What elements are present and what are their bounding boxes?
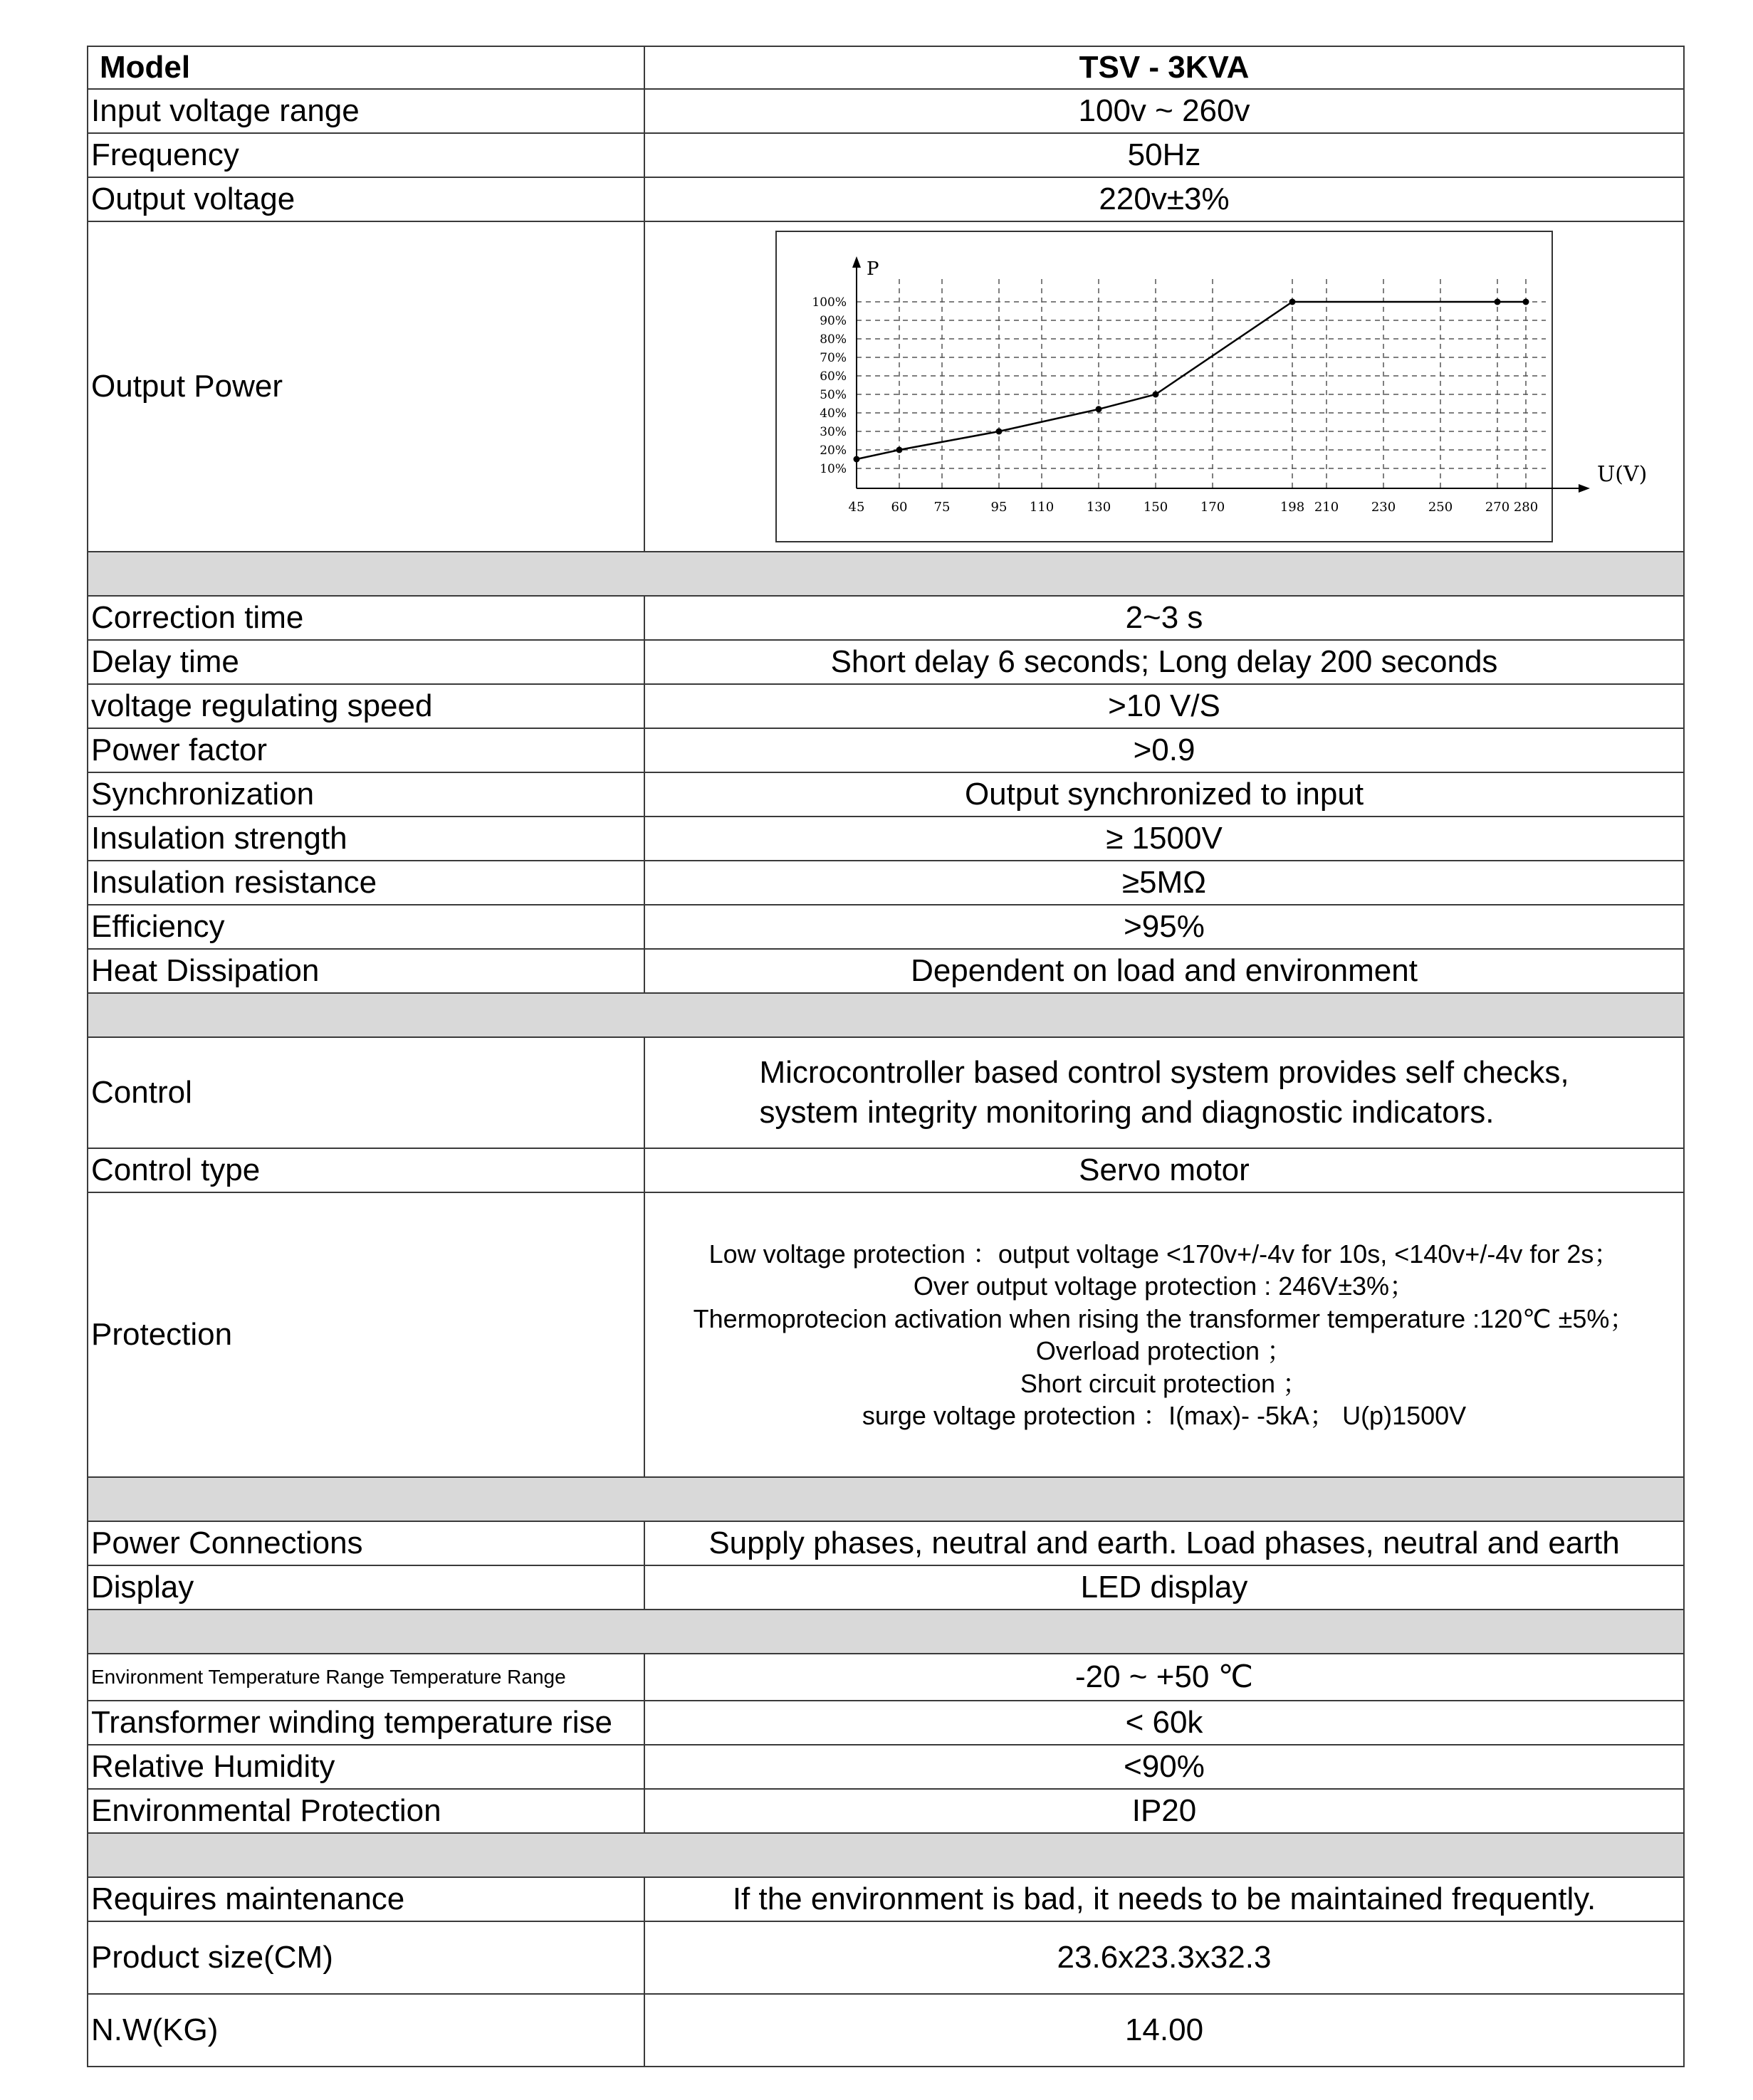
spec-value: IP20 xyxy=(644,1789,1684,1833)
chart-svg xyxy=(777,232,1648,541)
spec-value: 2~3 s xyxy=(644,596,1684,640)
protection-line: surge voltage protection ：I(max)- -5kA； U(p)1500V xyxy=(862,1401,1467,1430)
x-tick-label: 130 xyxy=(1086,500,1111,515)
data-point xyxy=(1153,392,1159,398)
spec-label: Insulation strength xyxy=(88,817,644,861)
spec-value: ≥ 1500V xyxy=(644,817,1684,861)
x-tick-label: 280 xyxy=(1513,500,1539,515)
spec-value: Output synchronized to input xyxy=(644,772,1684,817)
spec-row xyxy=(88,1701,1684,1745)
y-axis-label: P xyxy=(867,258,879,280)
spec-row xyxy=(88,905,1684,949)
spec-value: 100v ~ 260v xyxy=(644,89,1684,133)
x-axis-label: U(V) xyxy=(1597,462,1648,487)
spec-row xyxy=(88,772,1684,817)
data-point xyxy=(1096,406,1102,412)
spec-value: < 60k xyxy=(644,1701,1684,1745)
spec-value xyxy=(644,1037,1684,1148)
spec-row xyxy=(88,1745,1684,1789)
spec-value: Short delay 6 seconds; Long delay 200 seconds xyxy=(644,640,1684,684)
data-point xyxy=(996,429,1003,435)
spec-value: -20 ~ +50 ℃ xyxy=(644,1654,1684,1701)
spec-label: Heat Dissipation xyxy=(88,949,644,993)
spec-row xyxy=(88,817,1684,861)
data-point xyxy=(1523,299,1529,305)
spec-label: Protection xyxy=(88,1192,644,1477)
x-tick-label: 170 xyxy=(1200,500,1225,515)
y-tick-label: 20% xyxy=(820,443,847,458)
spec-row xyxy=(88,1921,1684,1994)
spec-label: Efficiency xyxy=(88,905,644,949)
spec-value: >10 V/S xyxy=(644,684,1684,728)
spec-label: Input voltage range xyxy=(88,89,644,133)
spec-value: 23.6x23.3x32.3 xyxy=(644,1921,1684,1994)
control-description xyxy=(759,1053,1569,1133)
control-line: system integrity monitoring and diagnostic indicators. xyxy=(759,1095,1495,1130)
section-separator xyxy=(88,1610,1684,1654)
data-point xyxy=(896,447,903,453)
protection-row xyxy=(88,1192,1684,1477)
spec-row xyxy=(88,861,1684,905)
spec-row xyxy=(88,1521,1684,1565)
spec-value: 14.00 xyxy=(644,1994,1684,2067)
y-tick-label: 100% xyxy=(812,295,847,310)
x-tick-label: 250 xyxy=(1428,500,1453,515)
section-separator xyxy=(88,1477,1684,1521)
spec-row xyxy=(88,596,1684,640)
y-tick-label: 70% xyxy=(820,351,847,365)
spec-value: >0.9 xyxy=(644,728,1684,772)
spec-label: N.W(KG) xyxy=(88,1994,644,2067)
x-tick-label: 150 xyxy=(1143,500,1168,515)
spec-row xyxy=(88,1789,1684,1833)
protection-line: Low voltage protection ：output voltage <170v+/-4v for 10s, <140v+/-4v for 2s； xyxy=(708,1239,1620,1269)
y-tick-label: 10% xyxy=(820,462,847,476)
spec-label: Relative Humidity xyxy=(88,1745,644,1789)
spec-value: <90% xyxy=(644,1745,1684,1789)
x-tick-label: 270 xyxy=(1485,500,1510,515)
output-power-row xyxy=(88,221,1684,552)
header-model: TSV - 3KVA xyxy=(644,46,1684,89)
control-row xyxy=(88,1037,1684,1148)
spec-row xyxy=(88,1654,1684,1701)
spec-row xyxy=(88,89,1684,133)
section-separator xyxy=(88,993,1684,1037)
spec-row xyxy=(88,177,1684,221)
spec-label: Environmental Protection xyxy=(88,1789,644,1833)
data-point xyxy=(1289,299,1296,305)
x-tick-label: 110 xyxy=(1029,500,1055,515)
y-tick-label: 60% xyxy=(820,369,847,384)
spec-row xyxy=(88,1877,1684,1921)
output-power-chart xyxy=(775,231,1648,542)
spec-label: voltage regulating speed xyxy=(88,684,644,728)
x-tick-label: 198 xyxy=(1280,500,1305,515)
spec-row xyxy=(88,1565,1684,1610)
spec-value: Supply phases, neutral and earth. Load phases, neutral and earth xyxy=(644,1521,1684,1565)
x-tick-label: 45 xyxy=(848,500,865,515)
spec-label: Output voltage xyxy=(88,177,644,221)
spec-value: LED display xyxy=(644,1565,1684,1610)
spec-label: Delay time xyxy=(88,640,644,684)
spec-value: Servo motor xyxy=(644,1148,1684,1192)
spec-label: Insulation resistance xyxy=(88,861,644,905)
x-axis-arrow xyxy=(1579,484,1590,493)
y-tick-label: 30% xyxy=(820,425,847,439)
y-tick-label: 90% xyxy=(820,314,847,328)
series-line xyxy=(857,302,1526,459)
spec-row xyxy=(88,1994,1684,2067)
spec-label: Requires maintenance xyxy=(88,1877,644,1921)
x-tick-label: 230 xyxy=(1371,500,1396,515)
spec-label: Environment Temperature Range Temperature Range xyxy=(88,1654,644,1701)
spec-label: Power factor xyxy=(88,728,644,772)
spec-label: Control type xyxy=(88,1148,644,1192)
spec-row xyxy=(88,133,1684,177)
x-tick-label: 210 xyxy=(1314,500,1339,515)
x-tick-label: 95 xyxy=(990,500,1008,515)
spec-table xyxy=(87,46,1685,2067)
output-power-chart-cell xyxy=(644,221,1684,552)
spec-value: 220v±3% xyxy=(644,177,1684,221)
spec-row xyxy=(88,728,1684,772)
spec-row xyxy=(88,640,1684,684)
x-tick-label: 60 xyxy=(891,500,908,515)
spec-label: Control xyxy=(88,1037,644,1148)
spec-label: Output Power xyxy=(88,221,644,552)
data-point xyxy=(854,456,860,463)
spec-value: Dependent on load and environment xyxy=(644,949,1684,993)
spec-value: If the environment is bad, it needs to be maintained frequently. xyxy=(644,1877,1684,1921)
section-separator xyxy=(88,552,1684,596)
y-tick-label: 80% xyxy=(820,332,847,347)
header-row xyxy=(88,46,1684,89)
spec-label: Correction time xyxy=(88,596,644,640)
spec-label: Product size(CM) xyxy=(88,1921,644,1994)
spec-value: >95% xyxy=(644,905,1684,949)
spec-row xyxy=(88,684,1684,728)
spec-label: Display xyxy=(88,1565,644,1610)
data-point xyxy=(1495,299,1501,305)
protection-line: Over output voltage protection : 246V±3%； xyxy=(913,1271,1416,1301)
protection-list xyxy=(645,1238,1683,1432)
y-axis-arrow xyxy=(852,256,861,268)
y-tick-label: 50% xyxy=(820,388,847,402)
protection-line: Overload protection ； xyxy=(1035,1336,1293,1365)
spec-label: Synchronization xyxy=(88,772,644,817)
protection-line: Short circuit protection ； xyxy=(1020,1368,1309,1398)
control-line: Microcontroller based control system provides self checks, xyxy=(759,1055,1569,1090)
header-label: Model xyxy=(88,46,644,89)
spec-value: 50Hz xyxy=(644,133,1684,177)
spec-row xyxy=(88,949,1684,993)
spec-value xyxy=(644,1192,1684,1477)
spec-value: ≥5MΩ xyxy=(644,861,1684,905)
protection-line: Thermoprotecion activation when rising the transformer temperature :120℃ ±5%； xyxy=(693,1303,1636,1333)
section-separator xyxy=(88,1833,1684,1877)
y-tick-label: 40% xyxy=(820,406,847,421)
spec-label: Frequency xyxy=(88,133,644,177)
x-tick-label: 75 xyxy=(933,500,951,515)
spec-label: Transformer winding temperature rise xyxy=(88,1701,644,1745)
spec-label: Power Connections xyxy=(88,1521,644,1565)
spec-row xyxy=(88,1148,1684,1192)
